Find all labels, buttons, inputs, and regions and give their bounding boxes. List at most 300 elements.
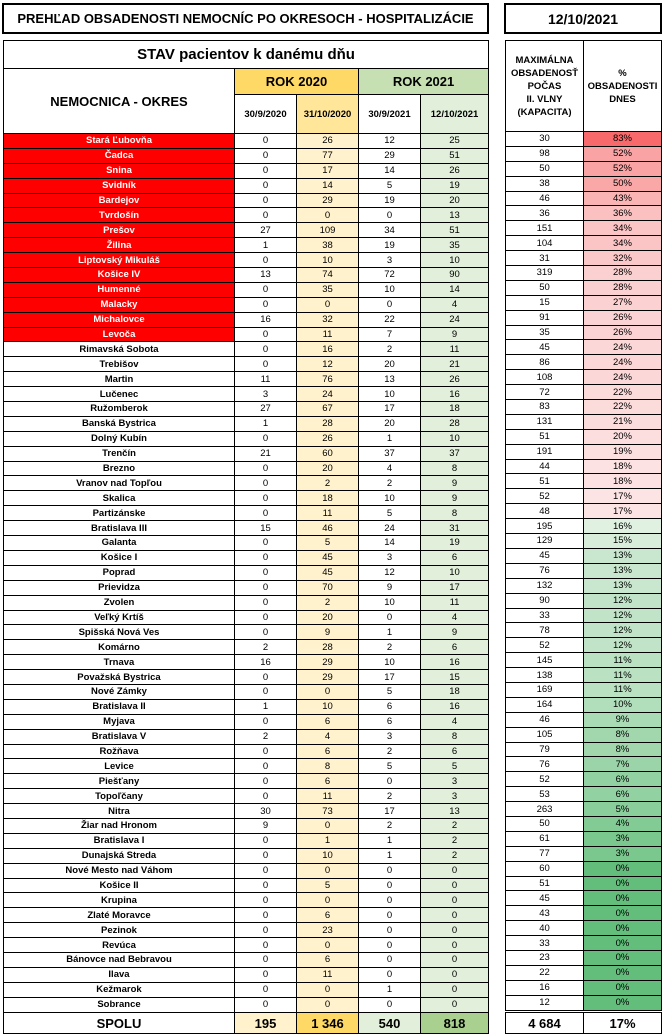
- table-row: [506, 385, 662, 400]
- table-row: [4, 640, 489, 655]
- hospital-name: Krupina: [4, 893, 235, 908]
- total-row: [3, 1012, 489, 1034]
- value-cell: 0: [359, 610, 421, 625]
- table-row: [4, 744, 489, 759]
- table-row: [506, 146, 662, 161]
- value-cell: 34: [359, 223, 421, 238]
- hospital-name: Nitra: [4, 804, 235, 819]
- value-cell: 6: [359, 714, 421, 729]
- value-cell: 5: [297, 878, 359, 893]
- value-cell: 0: [421, 908, 489, 923]
- date-col-2: 31/10/2020: [297, 95, 359, 134]
- hospital-name: Košice IV: [4, 268, 235, 283]
- hospital-name: Veľký Krtíš: [4, 610, 235, 625]
- value-cell: 1: [359, 431, 421, 446]
- table-row: [4, 967, 489, 982]
- capacity-cell: 30: [506, 132, 584, 147]
- table-row: [4, 372, 489, 387]
- value-cell: 9: [421, 491, 489, 506]
- value-cell: 51: [421, 223, 489, 238]
- table-row: [506, 132, 662, 147]
- value-cell: 27: [235, 223, 297, 238]
- value-cell: 6: [359, 699, 421, 714]
- table-row: [4, 655, 489, 670]
- percent-cell: 0%: [584, 876, 662, 891]
- value-cell: 0: [359, 952, 421, 967]
- hospital-name: Dolný Kubín: [4, 431, 235, 446]
- table-row: [506, 534, 662, 549]
- percent-cell: 6%: [584, 772, 662, 787]
- hospital-name: Žiar nad Hronom: [4, 818, 235, 833]
- table-row: [506, 816, 662, 831]
- percent-cell: 0%: [584, 980, 662, 995]
- capacity-cell: 151: [506, 221, 584, 236]
- value-cell: 5: [421, 759, 489, 774]
- value-cell: 24: [359, 521, 421, 536]
- table-row: [506, 474, 662, 489]
- table-row: [506, 548, 662, 563]
- value-cell: 2: [235, 640, 297, 655]
- capacity-cell: 36: [506, 206, 584, 221]
- value-cell: 0: [359, 923, 421, 938]
- table-row: [506, 623, 662, 638]
- table-row: [506, 861, 662, 876]
- capacity-cell: 52: [506, 489, 584, 504]
- value-cell: 26: [297, 431, 359, 446]
- capacity-header-line: POČAS: [527, 80, 562, 92]
- table-row: [4, 193, 489, 208]
- percent-cell: 13%: [584, 548, 662, 563]
- capacity-cell: 15: [506, 295, 584, 310]
- value-cell: 67: [297, 402, 359, 417]
- value-cell: 17: [297, 163, 359, 178]
- value-cell: 3: [359, 729, 421, 744]
- percent-cell: 3%: [584, 846, 662, 861]
- hospital-name: Martin: [4, 372, 235, 387]
- hospital-name: Bánovce nad Bebravou: [4, 952, 235, 967]
- value-cell: 8: [421, 506, 489, 521]
- capacity-cell: 52: [506, 772, 584, 787]
- capacity-cell: 50: [506, 816, 584, 831]
- value-cell: 1: [235, 238, 297, 253]
- hospital-name: Levoča: [4, 327, 235, 342]
- table-row: [4, 893, 489, 908]
- value-cell: 12: [359, 134, 421, 149]
- percent-cell: 0%: [584, 921, 662, 936]
- value-cell: 24: [421, 312, 489, 327]
- table-row: [506, 593, 662, 608]
- percent-cell: 22%: [584, 400, 662, 415]
- value-cell: 20: [297, 461, 359, 476]
- value-cell: 12: [297, 357, 359, 372]
- value-cell: 4: [421, 297, 489, 312]
- hospital-name: Kežmarok: [4, 982, 235, 997]
- capacity-cell: 132: [506, 578, 584, 593]
- status-header: STAV pacientov k danému dňu: [4, 41, 489, 69]
- value-cell: 7: [359, 327, 421, 342]
- value-cell: 6: [421, 744, 489, 759]
- value-cell: 70: [297, 580, 359, 595]
- hospital-name: Brezno: [4, 461, 235, 476]
- total-capacity-row: [505, 1012, 662, 1034]
- percent-cell: 0%: [584, 995, 662, 1010]
- value-cell: 2: [359, 640, 421, 655]
- hospital-name: Malacky: [4, 297, 235, 312]
- value-cell: 3: [359, 253, 421, 268]
- percent-cell: 12%: [584, 638, 662, 653]
- capacity-header-line: MAXIMÁLNA: [515, 54, 574, 66]
- value-cell: 9: [359, 580, 421, 595]
- year-2020-header: ROK 2020: [235, 69, 359, 95]
- value-cell: 0: [297, 938, 359, 953]
- value-cell: 16: [297, 342, 359, 357]
- value-cell: 0: [235, 208, 297, 223]
- percent-cell: 13%: [584, 578, 662, 593]
- value-cell: 37: [421, 446, 489, 461]
- capacity-table: [505, 40, 662, 1011]
- table-row: [4, 997, 489, 1012]
- value-cell: 0: [297, 818, 359, 833]
- value-cell: 9: [421, 476, 489, 491]
- capacity-cell: 46: [506, 191, 584, 206]
- percent-cell: 28%: [584, 266, 662, 281]
- value-cell: 10: [297, 699, 359, 714]
- value-cell: 16: [421, 655, 489, 670]
- value-cell: 11: [235, 372, 297, 387]
- table-row: [4, 208, 489, 223]
- value-cell: 0: [235, 491, 297, 506]
- table-row: [4, 223, 489, 238]
- total-d4: 818: [421, 1013, 489, 1034]
- capacity-cell: 195: [506, 519, 584, 534]
- value-cell: 77: [297, 148, 359, 163]
- value-cell: 1: [297, 833, 359, 848]
- value-cell: 24: [297, 387, 359, 402]
- value-cell: 1: [235, 699, 297, 714]
- table-row: [506, 191, 662, 206]
- table-row: [4, 848, 489, 863]
- value-cell: 6: [297, 908, 359, 923]
- occupancy-table: [3, 40, 489, 1013]
- value-cell: 0: [359, 997, 421, 1012]
- value-cell: 13: [421, 208, 489, 223]
- value-cell: 0: [235, 893, 297, 908]
- value-cell: 10: [297, 848, 359, 863]
- value-cell: 10: [359, 491, 421, 506]
- capacity-header: [506, 41, 584, 132]
- percent-header-line: DNES: [609, 93, 636, 105]
- table-row: [506, 682, 662, 697]
- table-row: [506, 489, 662, 504]
- value-cell: 0: [421, 952, 489, 967]
- value-cell: 14: [359, 536, 421, 551]
- table-row: [4, 342, 489, 357]
- table-row: [4, 625, 489, 640]
- percent-cell: 4%: [584, 816, 662, 831]
- percent-cell: 26%: [584, 325, 662, 340]
- value-cell: 11: [421, 595, 489, 610]
- report-date: 12/10/2021: [504, 3, 662, 34]
- percent-cell: 12%: [584, 593, 662, 608]
- hospital-header: NEMOCNICA - OKRES: [4, 69, 235, 134]
- value-cell: 2: [421, 833, 489, 848]
- table-row: [4, 923, 489, 938]
- value-cell: 0: [235, 431, 297, 446]
- value-cell: 18: [421, 684, 489, 699]
- hospital-name: Nové Mesto nad Váhom: [4, 863, 235, 878]
- capacity-cell: 31: [506, 251, 584, 266]
- table-row: [506, 429, 662, 444]
- table-row: [506, 444, 662, 459]
- table-row: [506, 787, 662, 802]
- total-label: SPOLU: [4, 1013, 235, 1034]
- value-cell: 11: [297, 789, 359, 804]
- capacity-cell: 51: [506, 474, 584, 489]
- capacity-cell: 45: [506, 891, 584, 906]
- percent-header: [584, 41, 662, 132]
- value-cell: 26: [421, 372, 489, 387]
- value-cell: 0: [235, 878, 297, 893]
- percent-cell: 43%: [584, 191, 662, 206]
- table-row: [4, 431, 489, 446]
- table-row: [4, 952, 489, 967]
- table-row: [4, 789, 489, 804]
- hospital-name: Revúca: [4, 938, 235, 953]
- capacity-cell: 16: [506, 980, 584, 995]
- value-cell: 0: [235, 506, 297, 521]
- table-row: [506, 310, 662, 325]
- percent-cell: 18%: [584, 474, 662, 489]
- percent-cell: 22%: [584, 385, 662, 400]
- value-cell: 2: [359, 476, 421, 491]
- value-cell: 2: [359, 342, 421, 357]
- table-row: [506, 876, 662, 891]
- capacity-cell: 50: [506, 280, 584, 295]
- value-cell: 0: [297, 863, 359, 878]
- percent-cell: 3%: [584, 831, 662, 846]
- table-row: [4, 253, 489, 268]
- value-cell: 0: [235, 714, 297, 729]
- value-cell: 0: [235, 863, 297, 878]
- value-cell: 10: [359, 595, 421, 610]
- value-cell: 0: [235, 997, 297, 1012]
- capacity-cell: 91: [506, 310, 584, 325]
- percent-cell: 15%: [584, 534, 662, 549]
- percent-cell: 19%: [584, 444, 662, 459]
- table-row: [4, 282, 489, 297]
- table-row: [506, 578, 662, 593]
- value-cell: 14: [297, 178, 359, 193]
- value-cell: 72: [359, 268, 421, 283]
- percent-cell: 20%: [584, 429, 662, 444]
- table-row: [4, 833, 489, 848]
- value-cell: 0: [421, 967, 489, 982]
- table-row: [506, 251, 662, 266]
- percent-cell: 0%: [584, 906, 662, 921]
- value-cell: 10: [421, 565, 489, 580]
- hospital-name: Ružomberok: [4, 402, 235, 417]
- value-cell: 25: [421, 134, 489, 149]
- value-cell: 6: [297, 744, 359, 759]
- value-cell: 0: [235, 833, 297, 848]
- value-cell: 0: [359, 297, 421, 312]
- capacity-cell: 48: [506, 504, 584, 519]
- total-d3: 540: [359, 1013, 421, 1034]
- capacity-cell: 61: [506, 831, 584, 846]
- capacity-cell: 52: [506, 638, 584, 653]
- value-cell: 0: [359, 938, 421, 953]
- hospital-name: Pezinok: [4, 923, 235, 938]
- value-cell: 76: [297, 372, 359, 387]
- hospital-name: Dunajská Streda: [4, 848, 235, 863]
- total-d1: 195: [235, 1013, 297, 1034]
- table-row: [506, 340, 662, 355]
- value-cell: 3: [421, 774, 489, 789]
- value-cell: 35: [421, 238, 489, 253]
- value-cell: 0: [297, 684, 359, 699]
- value-cell: 74: [297, 268, 359, 283]
- table-row: [506, 414, 662, 429]
- value-cell: 26: [421, 163, 489, 178]
- table-row: [506, 653, 662, 668]
- value-cell: 10: [359, 655, 421, 670]
- hospital-name: Banská Bystrica: [4, 416, 235, 431]
- table-row: [4, 714, 489, 729]
- percent-cell: 9%: [584, 712, 662, 727]
- percent-cell: 83%: [584, 132, 662, 147]
- date-col-3: 30/9/2021: [359, 95, 421, 134]
- table-row: [4, 982, 489, 997]
- table-row: [4, 506, 489, 521]
- value-cell: 0: [235, 580, 297, 595]
- percent-cell: 50%: [584, 176, 662, 191]
- percent-cell: 52%: [584, 161, 662, 176]
- table-row: [506, 638, 662, 653]
- table-row: [4, 804, 489, 819]
- value-cell: 5: [297, 536, 359, 551]
- percent-cell: 0%: [584, 861, 662, 876]
- value-cell: 30: [235, 804, 297, 819]
- value-cell: 23: [297, 923, 359, 938]
- hospital-name: Humenné: [4, 282, 235, 297]
- percent-cell: 11%: [584, 653, 662, 668]
- value-cell: 22: [359, 312, 421, 327]
- value-cell: 13: [235, 268, 297, 283]
- value-cell: 0: [297, 982, 359, 997]
- table-row: [506, 980, 662, 995]
- value-cell: 9: [297, 625, 359, 640]
- value-cell: 0: [235, 148, 297, 163]
- capacity-cell: 33: [506, 608, 584, 623]
- table-row: [506, 266, 662, 281]
- percent-cell: 10%: [584, 697, 662, 712]
- value-cell: 17: [359, 402, 421, 417]
- value-cell: 12: [359, 565, 421, 580]
- hospital-name: Zvolen: [4, 595, 235, 610]
- value-cell: 15: [421, 670, 489, 685]
- value-cell: 26: [297, 134, 359, 149]
- value-cell: 0: [235, 744, 297, 759]
- percent-cell: 27%: [584, 295, 662, 310]
- table-row: [4, 536, 489, 551]
- value-cell: 0: [235, 282, 297, 297]
- hospital-name: Zlaté Moravce: [4, 908, 235, 923]
- value-cell: 17: [421, 580, 489, 595]
- capacity-cell: 38: [506, 176, 584, 191]
- table-row: [506, 950, 662, 965]
- capacity-cell: 98: [506, 146, 584, 161]
- table-row: [4, 774, 489, 789]
- value-cell: 6: [421, 550, 489, 565]
- value-cell: 0: [359, 967, 421, 982]
- hospital-name: Prešov: [4, 223, 235, 238]
- table-row: [4, 327, 489, 342]
- value-cell: 5: [359, 684, 421, 699]
- table-row: [506, 921, 662, 936]
- capacity-cell: 12: [506, 995, 584, 1010]
- value-cell: 14: [359, 163, 421, 178]
- value-cell: 0: [359, 893, 421, 908]
- value-cell: 13: [359, 372, 421, 387]
- table-row: [4, 684, 489, 699]
- value-cell: 0: [235, 327, 297, 342]
- value-cell: 28: [421, 416, 489, 431]
- hospital-name: Spišská Nová Ves: [4, 625, 235, 640]
- hospital-name: Košice II: [4, 878, 235, 893]
- hospital-name: Myjava: [4, 714, 235, 729]
- percent-header-line: %: [618, 67, 627, 79]
- percent-cell: 18%: [584, 459, 662, 474]
- value-cell: 0: [235, 342, 297, 357]
- capacity-cell: 50: [506, 161, 584, 176]
- value-cell: 1: [359, 833, 421, 848]
- capacity-cell: 51: [506, 429, 584, 444]
- value-cell: 0: [421, 893, 489, 908]
- percent-cell: 21%: [584, 414, 662, 429]
- value-cell: 0: [421, 982, 489, 997]
- value-cell: 0: [235, 134, 297, 149]
- value-cell: 0: [297, 297, 359, 312]
- table-row: [506, 295, 662, 310]
- capacity-cell: 191: [506, 444, 584, 459]
- table-row: [506, 608, 662, 623]
- value-cell: 1: [359, 982, 421, 997]
- table-row: [4, 416, 489, 431]
- hospital-name: Svidník: [4, 178, 235, 193]
- value-cell: 6: [297, 774, 359, 789]
- capacity-cell: 104: [506, 236, 584, 251]
- percent-cell: 0%: [584, 950, 662, 965]
- value-cell: 4: [421, 610, 489, 625]
- table-row: [4, 670, 489, 685]
- value-cell: 10: [421, 431, 489, 446]
- value-cell: 11: [297, 327, 359, 342]
- value-cell: 90: [421, 268, 489, 283]
- table-row: [506, 459, 662, 474]
- value-cell: 8: [421, 729, 489, 744]
- table-row: [506, 176, 662, 191]
- hospital-name: Rimavská Sobota: [4, 342, 235, 357]
- value-cell: 19: [359, 238, 421, 253]
- value-cell: 0: [235, 297, 297, 312]
- capacity-cell: 86: [506, 355, 584, 370]
- hospital-name: Bratislava II: [4, 699, 235, 714]
- table-row: [506, 936, 662, 951]
- table-row: [4, 491, 489, 506]
- value-cell: 19: [359, 193, 421, 208]
- value-cell: 19: [421, 536, 489, 551]
- table-row: [4, 238, 489, 253]
